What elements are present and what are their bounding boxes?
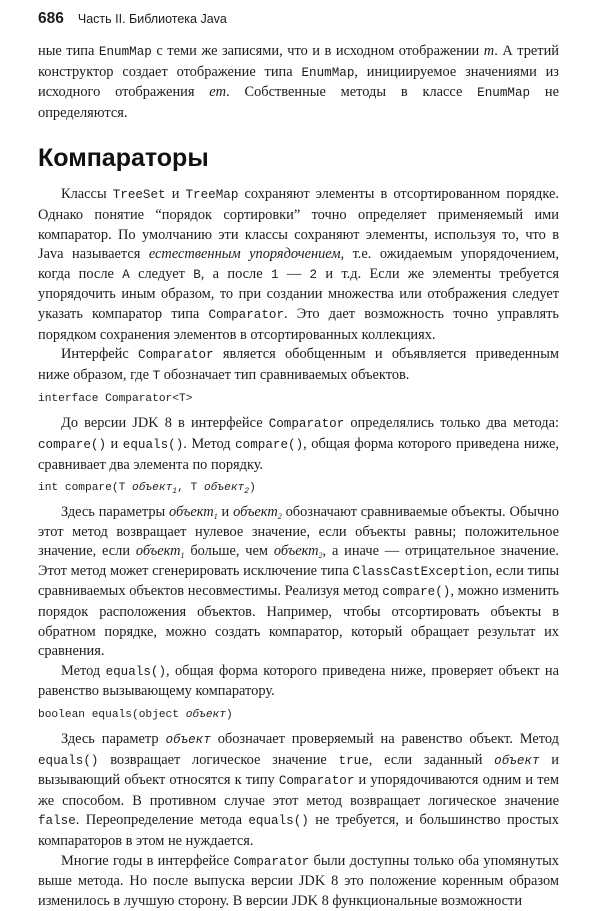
section-title: Часть II. Библиотека Java [77, 12, 227, 26]
intro-paragraph: ные типа EnumMap с теми же записями, что и в исходном отображении m. А третий конструктор создает отображение типа EnumMap, инициируемое значениями из исходного отображения em. Собственные методы в классе EnumMap не определяются. [38, 43, 559, 121]
running-header [38, 10, 568, 34]
paragraph-methods: До версии JDK 8 в интерфейсе Comparator определялись только два метода: compare() и equals(). Метод compare(), общая форма которого приведена ниже, сравнивает два элемента по порядку. [38, 415, 559, 473]
paragraph-comparators-intro: Классы TreeSet и TreeMap сохраняют элементы в отсортированном порядке. Однако понятие “порядок сортировки” точно определяет применяемый ими компаратор. По умолчанию эти классы сохраняют элементы, используя то, что в Java называется естественным упорядочением, т.е. ожидаемым упорядочением, когда после A следует B, а после 1 — 2 и т.д. Если же элементы требуется упорядочить иным образом, то при создании множества или отображения следует указать компаратор типа Comparator. Это дает возможность точно управлять порядком сохранения элементов в отсортированных коллекциях. [38, 186, 559, 343]
code-equals-signature: boolean equals(object объект) [38, 709, 233, 722]
paragraph-compare-description: Здесь параметры объект$_1$ и объект$_2$ обозначают сравниваемые объекты. Обычно этот метод возвращает нулевое значение, если объекты равны; положительное значение, если объект$_1$ больше, чем объект$_2$, а иначе — отрицательное значение. Этот метод может сгенерировать исключение типа ClassCastException, если типы сравниваемых объектов несовместимы. Реализуя метод compare(), можно изменить порядок расположения объектов. Например, чтобы отсортировать объекты в обратном порядке, можно создать компаратор, который обращает результат их сравнения. [38, 504, 559, 660]
code-interface-declaration: interface Comparator<T> [38, 393, 193, 406]
paragraph-equals: Метод equals(), общая форма которого приведена ниже, проверяет объект на равенство вызывающему компаратору. [38, 662, 559, 700]
page-body [38, 42, 559, 911]
paragraph-equals-description: Здесь параметр объект обозначает проверяемый на равенство объект. Метод equals() возвращает логическое значение true, если заданный объект и вызывающий объект относятся к типу Comparator и упорядочиваются одним и тем же способом. В противном случае этот метод возвращает логическое значение false. Переопределение метода equals() не требуется, и большинство простых компараторов в этом не нуждается. [38, 731, 559, 849]
paragraph-jdk8: Многие годы в интерфейсе Comparator были доступны только оба упомянутых выше метода. Но после выпуска версии JDK 8 это положение коренным образом изменилось в лучшую сторону. В версии JDK 8 функциональные возможности [38, 852, 559, 909]
code-compare-signature: int compare(T объект$_1$, T объект$_2$) [38, 482, 256, 497]
page-number: 686 [38, 10, 64, 27]
paragraph-comparator-interface: Интерфейс Comparator является обобщенным и объявляется приведенным ниже образом, где T обозначает тип сравниваемых объектов. [38, 346, 559, 383]
section-heading: Компараторы [38, 144, 209, 173]
